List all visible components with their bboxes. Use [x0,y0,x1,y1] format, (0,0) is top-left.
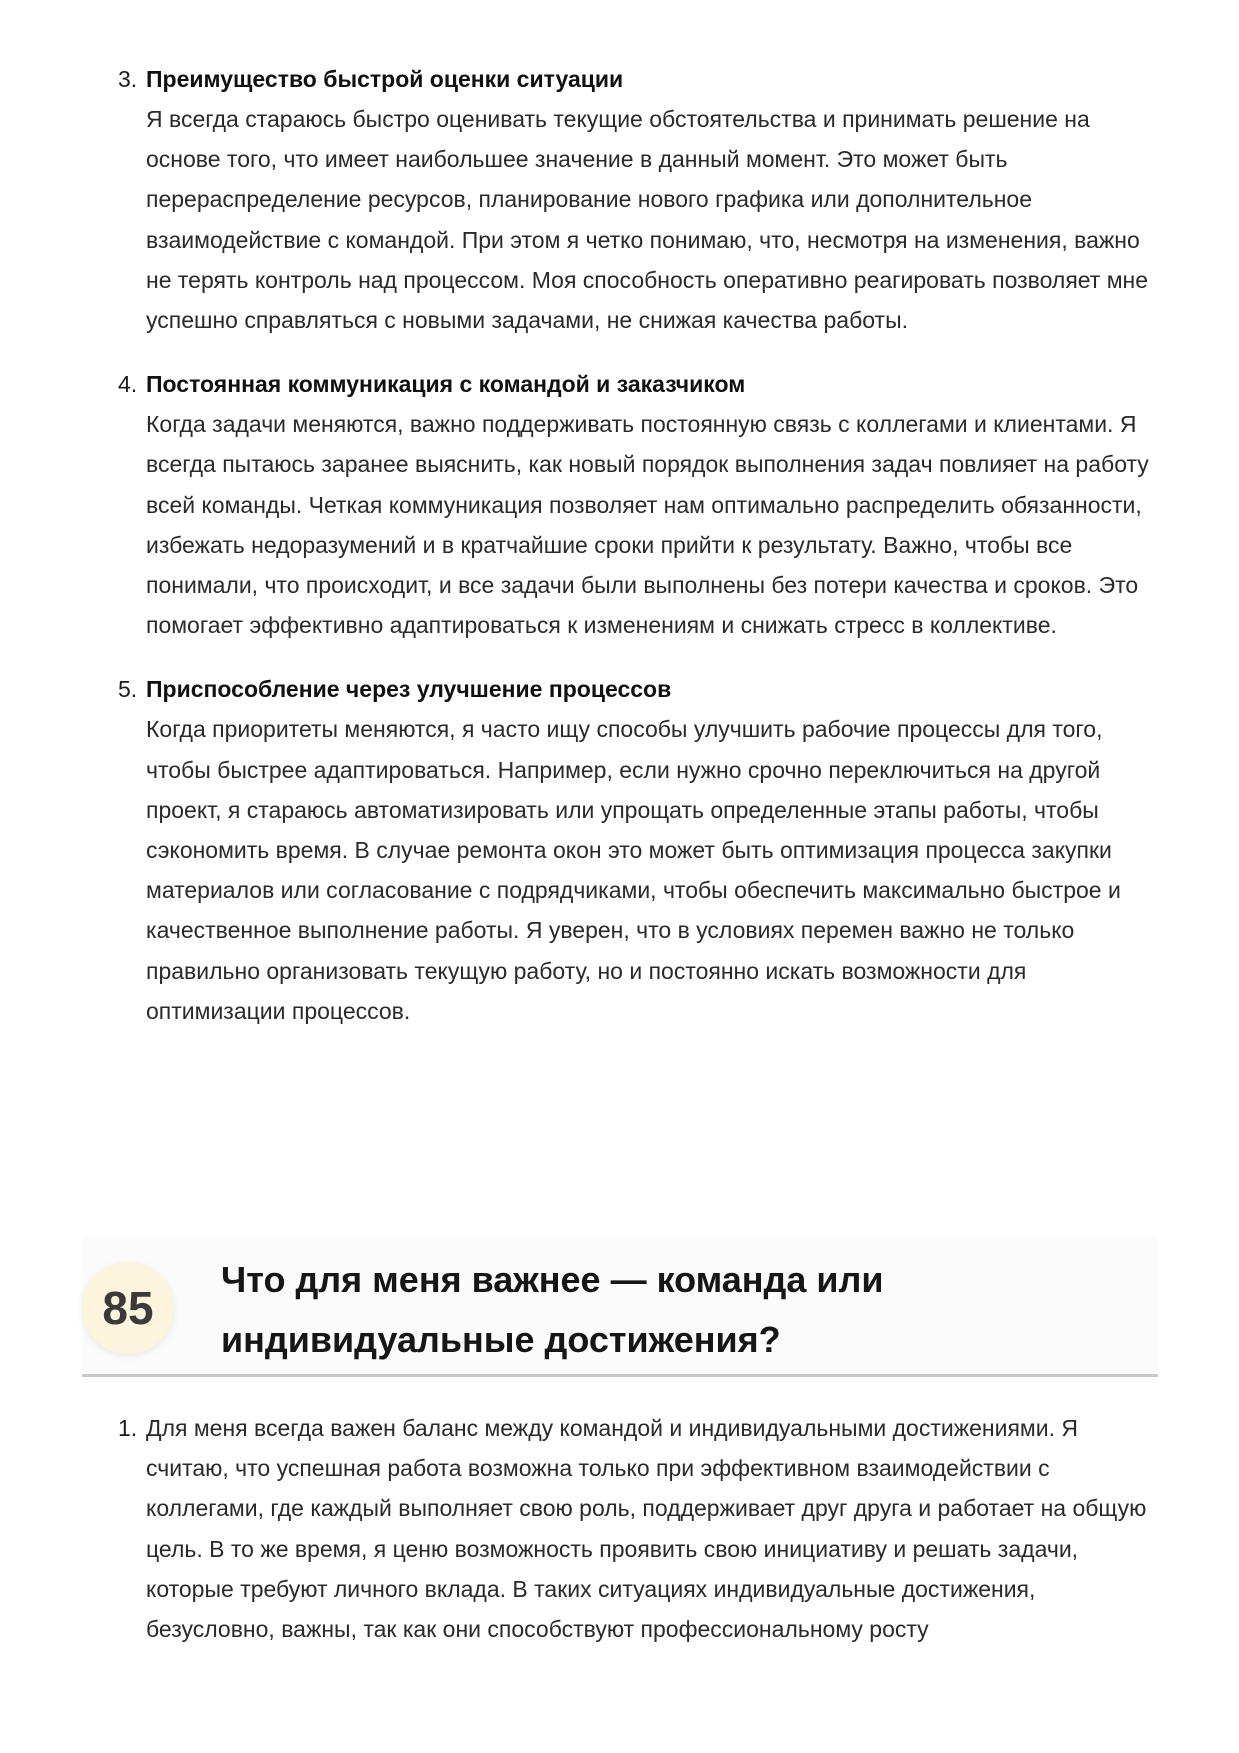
list-item-body: Когда приоритеты меняются, я часто ищу способы улучшить рабочие процессы для того, чтобы быстрее адаптироваться. Например, если нужно срочно переключиться на другой проект, я стараюсь автоматизировать или упрощать определенные этапы работы, чтобы сэкономить время. В случае ремонта окон это может быть оптимизация процесса закупки материалов или согласование с подрядчиками, чтобы обеспечить максимально быстрое и качественное выполнение работы. Я уверен, что в условиях перемен важно не только правильно организовать текущую работу, но и постоянно искать возможности для оптимизации процессов. [146,716,1121,1024]
section-title: Что для меня важнее — команда или индивидуальные достижения? [221,1259,884,1360]
answer-list-bottom [112,1408,1162,1673]
list-item-title: Постоянная коммуникация с командой и заказчиком [146,371,746,398]
list-item-title: Приспособление через улучшение процессов [146,676,672,703]
list-item-body: Для меня всегда важен баланс между командой и индивидуальными достижениями. Я считаю, что успешная работа возможна только при эффективном взаимодействии с коллегами, где каждый выполняет свою роль, поддерживает друг друга и работает на общую цель. В то же время, я ценю возможность проявить свою инициативу и решать задачи, которые требуют личного вклада. В таких ситуациях индивидуальные достижения, безусловно, важны, так как они способствуют профессиональному росту [146,1415,1147,1643]
list-item-number: 3. [118,66,138,92]
list-item-number: 5. [118,676,138,703]
list-item [112,59,1162,340]
section-number-badge: 85 [82,1262,174,1354]
list-item [112,1408,1162,1649]
list-item-number: 1. [118,1415,138,1441]
list-item-body: Когда задачи меняются, важно поддерживать постоянную связь с коллегами и клиентами. Я всегда пытаюсь заранее выяснить, как новый порядок выполнения задач повлияет на работу всей команды. Четкая коммуникация позволяет нам оптимально распределить обязанности, избежать недоразумений и в кратчайшие сроки прийти к результату. Важно, чтобы все понимали, что происходит, и все задачи были выполнены без потери качества и сроков. Это помогает эффективно адаптироваться к изменениям и снижать стресс в коллективе. [146,411,1149,639]
list-item-body: Я всегда стараюсь быстро оценивать текущие обстоятельства и принимать решение на основе того, что имеет наибольшее значение в данный момент. Это может быть перераспределение ресурсов, планирование нового графика или дополнительное взаимодействие с командой. При этом я четко понимаю, что, несмотря на изменения, важно не терять контроль над процессом. Моя способность оперативно реагировать позволяет мне успешно справляться с новыми задачами, не снижая качества работы. [146,106,1149,334]
answer-list-top [112,59,1162,1055]
section-header [82,1236,1158,1377]
list-item [112,669,1162,1031]
list-item [112,364,1162,645]
list-item-number: 4. [118,371,138,398]
list-item-title: Преимущество быстрой оценки ситуации [146,66,624,92]
